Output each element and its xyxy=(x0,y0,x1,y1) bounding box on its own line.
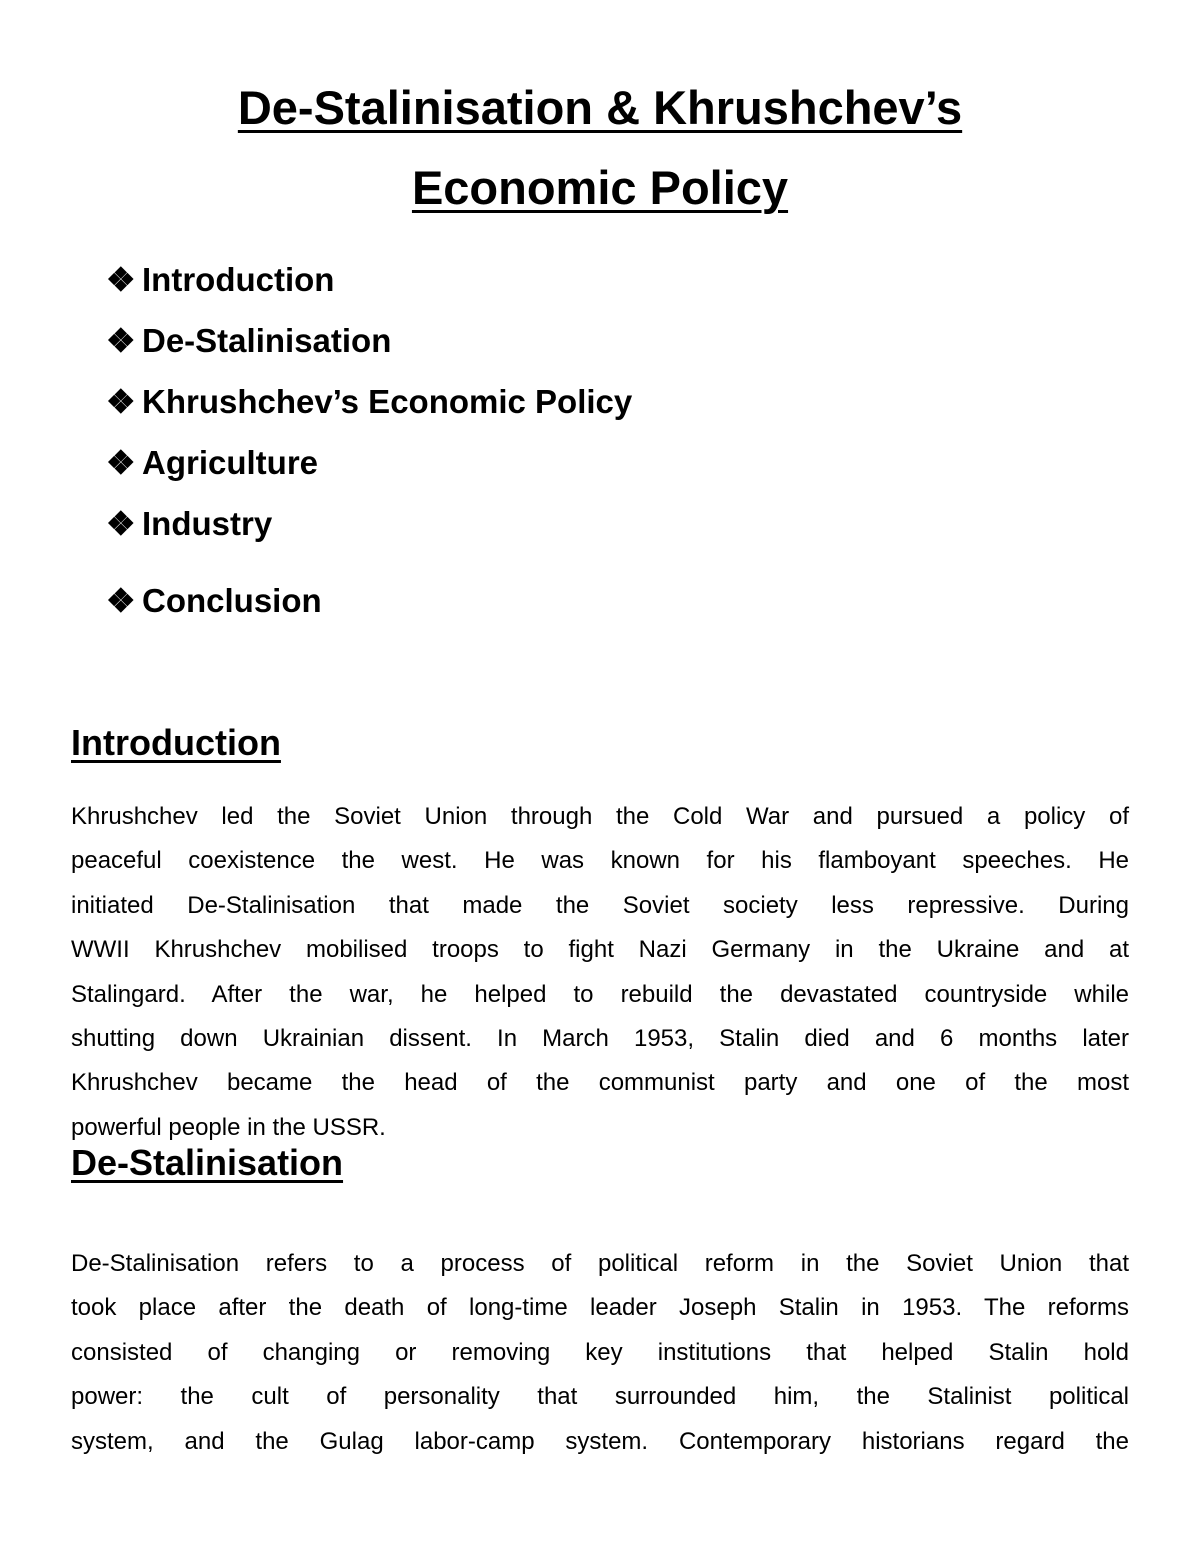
title-line-1: De-Stalinisation & Khrushchev’s xyxy=(237,81,963,134)
toc-item xyxy=(106,260,334,299)
paragraph-line: consisted of changing or removing key institutions that helped Stalin hold xyxy=(71,1338,1129,1366)
document-title xyxy=(0,68,1200,228)
toc-item-label: Khrushchev’s Economic Policy xyxy=(142,383,633,420)
paragraph-line: Stalingard. After the war, he helped to rebuild the devastated countryside while xyxy=(71,980,1129,1008)
toc-item-label: Conclusion xyxy=(142,582,322,619)
paragraph-line: Khrushchev led the Soviet Union through the Cold War and pursued a policy of xyxy=(71,803,1129,830)
paragraph-line: system, and the Gulag labor-camp system. Contemporary historians regard the xyxy=(71,1427,1129,1455)
title-line-2: Economic Policy xyxy=(411,161,789,214)
diamond-bullet-icon: ❖ xyxy=(106,505,136,542)
toc-item-label: Introduction xyxy=(142,261,335,298)
section-heading-de-stalinisation: De-Stalinisation xyxy=(71,1142,344,1183)
toc-item xyxy=(106,382,632,421)
paragraph-line: powerful people in the USSR. xyxy=(71,1113,386,1141)
toc-item xyxy=(106,504,272,543)
toc-item xyxy=(106,581,322,620)
paragraph-line: shutting down Ukrainian dissent. In March 1953, Stalin died and 6 months later xyxy=(71,1024,1129,1052)
paragraph-line: Khrushchev became the head of the communist party and one of the most xyxy=(71,1069,1129,1097)
introduction-paragraph xyxy=(71,795,1129,1150)
toc-item xyxy=(106,321,391,360)
toc-item-label: De-Stalinisation xyxy=(142,322,392,359)
paragraph-line: initiated De-Stalinisation that made the Soviet society less repressive. During xyxy=(71,891,1129,919)
diamond-bullet-icon: ❖ xyxy=(106,582,136,619)
diamond-bullet-icon: ❖ xyxy=(106,383,136,420)
toc-item-label: Industry xyxy=(142,505,273,542)
paragraph-line: WWII Khrushchev mobilised troops to fight Nazi Germany in the Ukraine and at xyxy=(71,936,1129,964)
section-heading-introduction: Introduction xyxy=(71,722,281,763)
diamond-bullet-icon: ❖ xyxy=(106,322,136,359)
diamond-bullet-icon: ❖ xyxy=(106,261,136,298)
paragraph-line: peaceful coexistence the west. He was known for his flamboyant speeches. He xyxy=(71,847,1129,875)
toc-item-label: Agriculture xyxy=(142,444,319,481)
paragraph-line: De-Stalinisation refers to a process of political reform in the Soviet Union that xyxy=(71,1250,1129,1277)
diamond-bullet-icon: ❖ xyxy=(106,444,136,481)
paragraph-line: took place after the death of long-time leader Joseph Stalin in 1953. The reforms xyxy=(71,1294,1129,1322)
de-stalinisation-paragraph xyxy=(71,1242,1129,1464)
paragraph-line: power: the cult of personality that surrounded him, the Stalinist political xyxy=(71,1383,1129,1411)
toc-item xyxy=(106,443,318,482)
